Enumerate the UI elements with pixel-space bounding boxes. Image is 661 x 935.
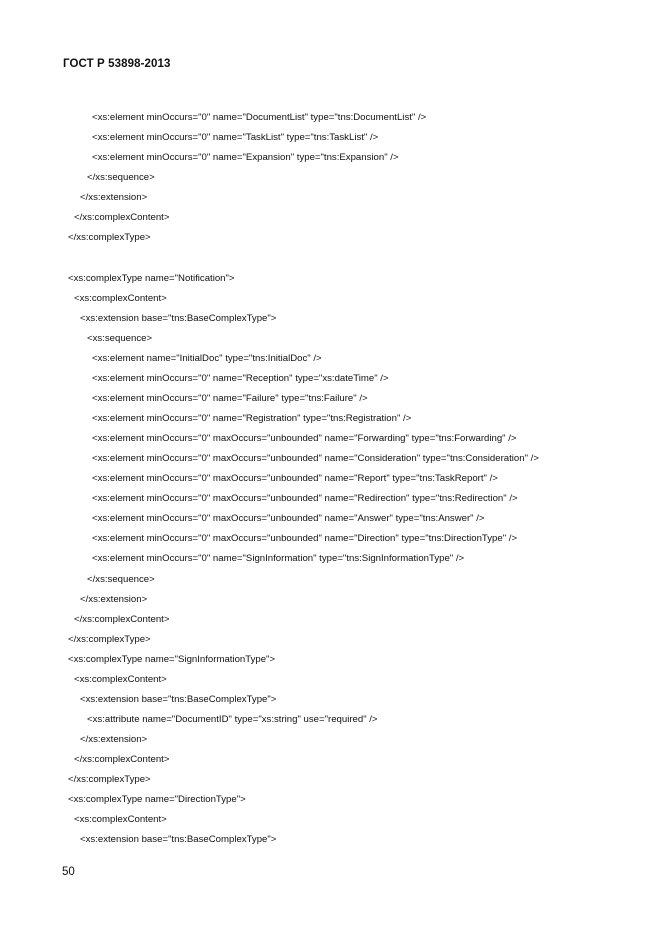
code-line: </xs:extension> [80,734,148,745]
code-line: <xs:element minOccurs="0" maxOccurs="unbounded" name="Redirection" type="tns:Redirection" /> [92,493,518,504]
code-line: <xs:element name="InitialDoc" type="tns:InitialDoc" /> [92,353,322,364]
code-line: </xs:sequence> [87,574,155,585]
code-line: </xs:complexContent> [74,614,170,625]
code-line: <xs:element minOccurs="0" name="TaskList" type="tns:TaskList" /> [92,132,379,143]
code-line: <xs:element minOccurs="0" maxOccurs="unbounded" name="Forwarding" type="tns:Forwarding" /> [92,433,517,444]
code-line: <xs:element minOccurs="0" name="Expansion" type="tns:Expansion" /> [92,152,399,163]
code-line: <xs:extension base="tns:BaseComplexType"> [80,694,277,705]
code-line: <xs:complexType name="SignInformationType"> [68,654,276,665]
code-line: <xs:element minOccurs="0" maxOccurs="unbounded" name="Direction" type="tns:DirectionType" /> [92,533,518,544]
code-line: </xs:complexContent> [74,754,170,765]
code-line: <xs:element minOccurs="0" name="Registration" type="tns:Registration" /> [92,413,412,424]
code-line: </xs:extension> [80,594,148,605]
code-line: <xs:element minOccurs="0" maxOccurs="unbounded" name="Answer" type="tns:Answer" /> [92,513,485,524]
code-line: </xs:sequence> [87,172,155,183]
code-line: <xs:element minOccurs="0" name="Reception" type="xs:dateTime" /> [92,373,389,384]
code-line: </xs:complexType> [68,634,151,645]
code-line: <xs:element minOccurs="0" maxOccurs="unbounded" name="Report" type="tns:TaskReport" /> [92,473,498,484]
code-line: <xs:complexContent> [74,674,167,685]
code-line: <xs:extension base="tns:BaseComplexType"> [80,834,277,845]
code-line: </xs:extension> [80,192,148,203]
code-line: <xs:attribute name="DocumentID" type="xs:string" use="required" /> [87,714,378,725]
page-number: 50 [62,866,75,878]
code-line: <xs:element minOccurs="0" name="SignInformation" type="tns:SignInformationType" /> [92,553,465,564]
code-line: <xs:complexType name="DirectionType"> [68,794,246,805]
code-line: <xs:element minOccurs="0" name="DocumentList" type="tns:DocumentList" /> [92,112,427,123]
code-line: </xs:complexType> [68,774,151,785]
code-line: <xs:complexContent> [74,293,167,304]
document-header: ГОСТ Р 53898-2013 [63,58,171,70]
code-line: </xs:complexContent> [74,212,170,223]
code-line: </xs:complexType> [68,232,151,243]
code-line: <xs:element minOccurs="0" maxOccurs="unbounded" name="Consideration" type="tns:Consideration" /> [92,453,539,464]
code-line: <xs:extension base="tns:BaseComplexType"> [80,313,277,324]
code-line: <xs:element minOccurs="0" name="Failure" type="tns:Failure" /> [92,393,368,404]
code-line: <xs:complexType name="Notification"> [68,273,235,284]
code-line: <xs:sequence> [87,333,153,344]
code-line: <xs:complexContent> [74,814,167,825]
